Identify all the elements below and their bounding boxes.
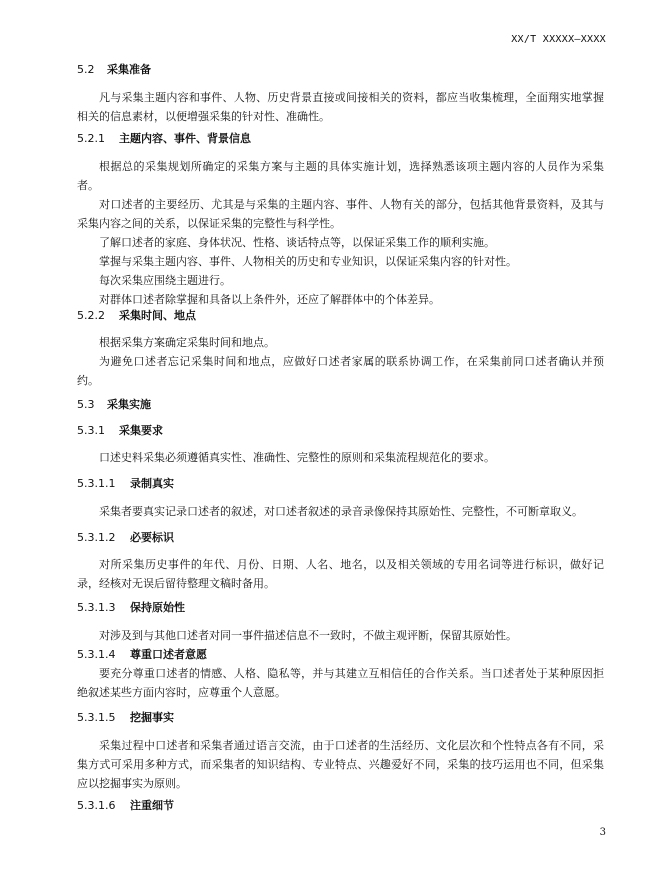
paragraph: 凡与采集主题内容和事件、人物、历史背景直接或间接相关的资料，都应当收集梳理，全面翔实地掌握相关的信息素材，以便增强采集的针对性、准确性。 — [77, 91, 604, 123]
section-title: 注重细节 — [130, 799, 174, 812]
section-title: 保持原始性 — [130, 601, 185, 614]
section-heading-5-3-1-1: 5.3.1.1 录制真实 — [77, 477, 174, 490]
paragraph: 采集过程中口述者和采集者通过语言交流，由于口述者的生活经历、文化层次和个性特点各有不同，采集方式可采用多种方式，而采集者的知识结构、专业特点、兴趣爱好不同，采集的技巧运用也不同，但采集应以挖掘事实为原则。 — [77, 739, 604, 790]
section-heading-5-3-1: 5.3.1 采集要求 — [77, 424, 163, 437]
section-heading-5-2-1: 5.2.1 主题内容、事件、背景信息 — [77, 132, 251, 145]
paragraph: 对所采集历史事件的年代、月份、日期、人名、地名，以及相关领域的专用名词等进行标识，做好记录，经核对无误后留待整理文稿时备用。 — [77, 558, 604, 590]
section-title: 挖掘事实 — [130, 711, 174, 724]
paragraph: 对口述者的主要经历、尤其是与采集的主题内容、事件、人物有关的部分，包括其他背景资料，及其与采集内容之间的关系，以保证采集的完整性与科学性。 — [77, 198, 604, 230]
paragraph: 口述史料采集必须遵循真实性、准确性、完整性的原则和采集流程规范化的要求。 — [99, 451, 495, 464]
section-heading-5-3: 5.3 采集实施 — [77, 398, 151, 411]
section-title: 采集实施 — [107, 398, 151, 411]
section-heading-5-3-1-4: 5.3.1.4 尊重口述者意愿 — [77, 648, 207, 661]
section-heading-5-3-1-6: 5.3.1.6 注重细节 — [77, 799, 174, 812]
section-heading-5-2: 5.2 采集准备 — [77, 63, 151, 76]
paragraph: 对涉及到与其他口述者对同一事件描述信息不一致时，不做主观评断，保留其原始性。 — [99, 629, 517, 642]
paragraph: 采集者要真实记录口述者的叙述，对口述者叙述的录音录像保持其原始性、完整性，不可断章取义。 — [99, 505, 583, 518]
section-heading-5-3-1-2: 5.3.1.2 必要标识 — [77, 531, 174, 544]
section-title: 必要标识 — [130, 531, 174, 544]
paragraph: 根据采集方案确定采集时间和地点。 — [99, 336, 275, 349]
section-heading-5-3-1-5: 5.3.1.5 挖掘事实 — [77, 711, 174, 724]
paragraph: 对群体口述者除掌握和具备以上条件外，还应了解群体中的个体差异。 — [99, 293, 440, 306]
paragraph: 了解口述者的家庭、身体状况、性格、谈话特点等，以保证采集工作的顺利实施。 — [99, 236, 495, 249]
paragraph: 每次采集应围绕主题进行。 — [99, 274, 231, 287]
paragraph: 要充分尊重口述者的情感、人格、隐私等，并与其建立互相信任的合作关系。当口述者处于某种原因拒绝叙述某些方面内容时，应尊重个人意愿。 — [77, 667, 604, 699]
section-title: 录制真实 — [130, 477, 174, 490]
paragraph: 为避免口述者忘记采集时间和地点，应做好口述者家属的联系协调工作，在采集前同口述者确认并预约。 — [77, 355, 604, 387]
document-number-header: XX/T XXXXX—XXXX — [511, 34, 606, 45]
section-title: 采集时间、地点 — [119, 309, 196, 322]
section-title: 采集准备 — [107, 63, 151, 76]
paragraph: 掌握与采集主题内容、事件、人物相关的历史和专业知识，以保证采集内容的针对性。 — [99, 255, 517, 268]
section-title: 主题内容、事件、背景信息 — [119, 132, 251, 145]
section-heading-5-3-1-3: 5.3.1.3 保持原始性 — [77, 601, 185, 614]
paragraph: 根据总的采集规划所确定的采集方案与主题的具体实施计划，选择熟悉该项主题内容的人员作为采集者。 — [77, 160, 604, 192]
section-heading-5-2-2: 5.2.2 采集时间、地点 — [77, 309, 196, 322]
section-title: 采集要求 — [119, 424, 163, 437]
section-title: 尊重口述者意愿 — [130, 648, 207, 661]
page-number: 3 — [599, 827, 606, 838]
